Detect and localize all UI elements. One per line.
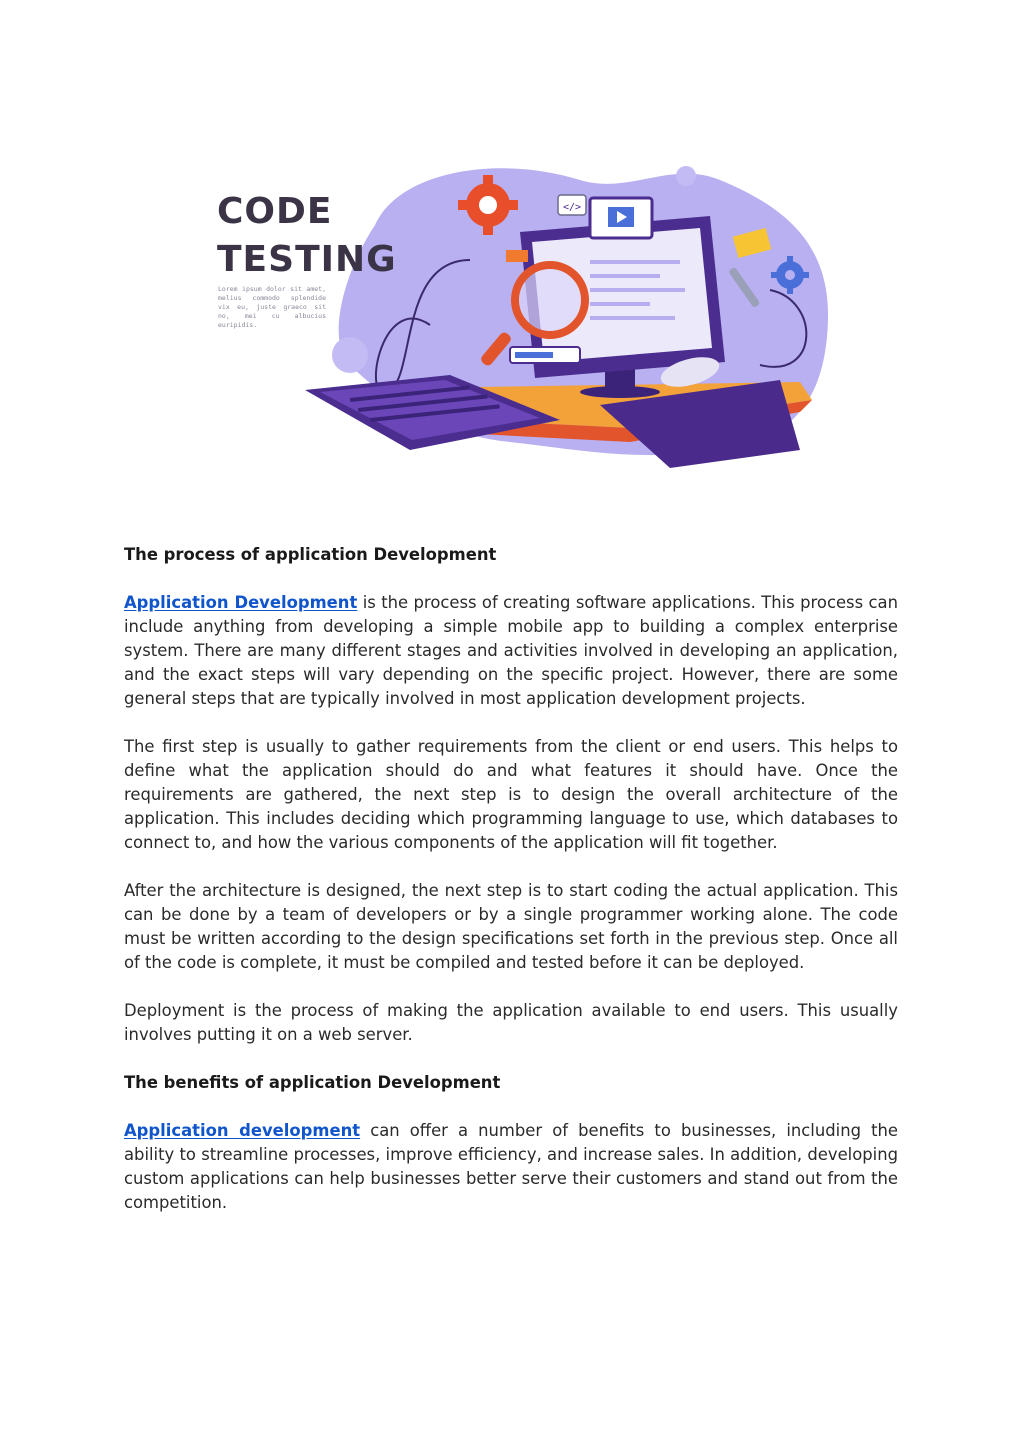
section-heading-process: The process of application Development [124, 545, 497, 564]
paragraph-coding: After the architecture is designed, the next step is to start coding the actual application. This can be done by a team of developers or by a single programmer working alone. The code must be written according to the design specifications set forth in the previous step. Once all of the code is complete, it must be compiled and tested before it can be deployed. [124, 881, 898, 972]
code-tag-label: </> [562, 202, 582, 213]
illustration-title-code: CODE [217, 191, 333, 232]
bubble-left [332, 337, 368, 373]
application-development-link[interactable]: Application Development [124, 593, 358, 612]
paragraph-deployment: Deployment is the process of making the application available to end users. This usually involves putting it on a web server. [124, 1001, 898, 1044]
section-heading-benefits: The benefits of application Development [124, 1073, 501, 1092]
code-testing-illustration [200, 150, 840, 480]
illustration-title-testing: TESTING [217, 239, 397, 280]
article-body [124, 543, 898, 1215]
bubble-top [676, 166, 696, 186]
paragraph-benefits-text: can offer a number of benefits to businesses, including the ability to streamline processes, improve efficiency, and increase sales. In addition, developing custom applications can help businesses better serve their customers and stand out from the competition. [124, 1121, 898, 1212]
paragraph-intro [124, 591, 898, 711]
paragraph-requirements: The first step is usually to gather requirements from the client or end users. This helps to define what the application should do and what features it should have. Once the requirements are gathered, the next step is to design the overall architecture of the application. This includes deciding which programming language to use, which databases to connect to, and how the various components of the application will fit together. [124, 737, 898, 852]
paragraph-intro-text: is the process of creating software applications. This process can include anything from developing a simple mobile app to building a complex enterprise system. There are many different stages and activities involved in developing an application, and the exact steps will vary depending on the specific project. However, there are some general steps that are typically involved in most application development projects. [124, 593, 898, 708]
illustration-lorem-text: Lorem ipsum dolor sit amet, melius commodo splendide vix eu, juste graeco sit no, mei cu albucius euripidis. [218, 285, 326, 329]
magnifier [515, 265, 585, 335]
application-development-link-2[interactable]: Application development [124, 1121, 361, 1140]
paragraph-benefits [124, 1119, 898, 1215]
